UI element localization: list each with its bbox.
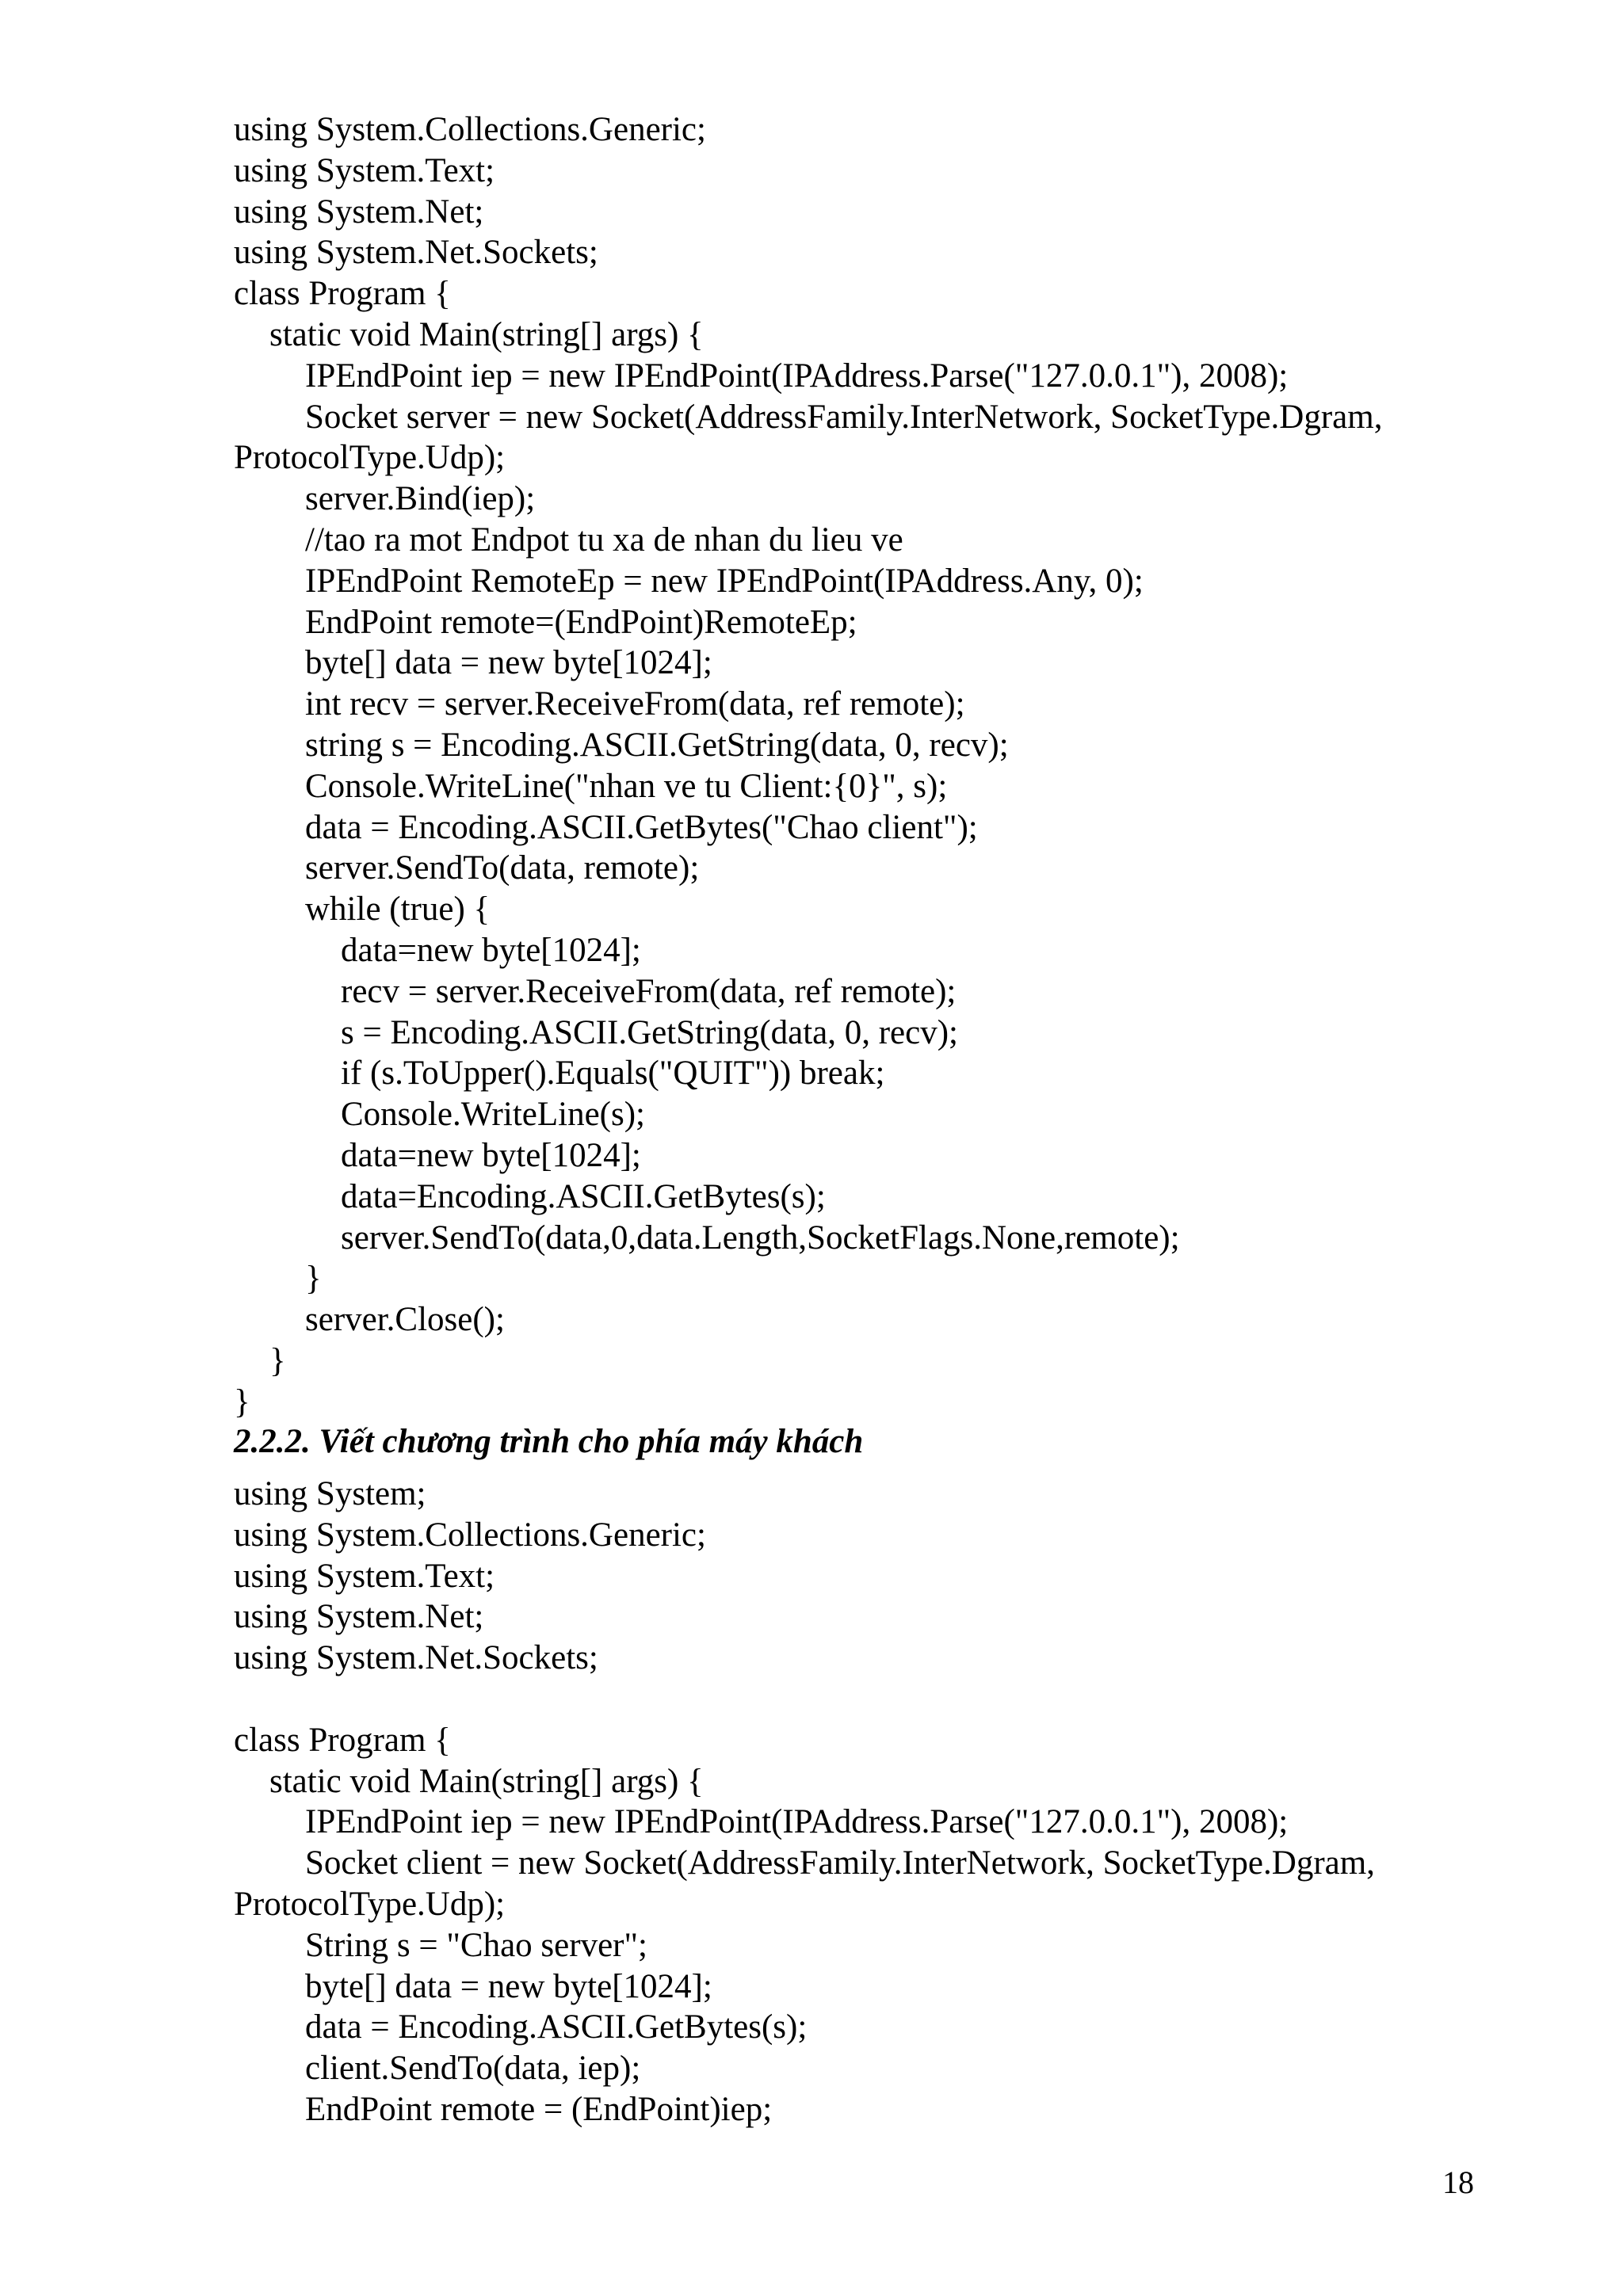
code-line: data = Encoding.ASCII.GetBytes("Chao client"); [305, 808, 978, 846]
code-line: static void Main(string[] args) { [269, 315, 704, 353]
code-line: IPEndPoint iep = new IPEndPoint(IPAddress.Parse("127.0.0.1"), 2008); [305, 1803, 1289, 1841]
code-line: while (true) { [305, 891, 491, 929]
code-line: string s = Encoding.ASCII.GetString(data, 0, recv); [305, 726, 1009, 764]
code-line: using System.Collections.Generic; [234, 111, 706, 148]
code-line: String s = "Chao server"; [305, 1926, 647, 1964]
client-code-block [234, 1474, 1518, 2130]
code-line: class Program { [234, 275, 451, 313]
code-line: byte[] data = new byte[1024]; [305, 1967, 712, 2005]
code-line: IPEndPoint RemoteEp = new IPEndPoint(IPAddress.Any, 0); [305, 562, 1144, 600]
code-line: if (s.ToUpper().Equals("QUIT")) break; [341, 1055, 885, 1093]
code-line: } [305, 1260, 322, 1298]
code-line: using System.Net; [234, 1598, 484, 1636]
code-line: //tao ra mot Endpot tu xa de nhan du lieu ve [305, 521, 903, 559]
page-number: 18 [1442, 2164, 1474, 2200]
code-line: byte[] data = new byte[1024]; [305, 644, 712, 682]
code-line: server.Close(); [305, 1301, 505, 1339]
code-line: recv = server.ReceiveFrom(data, ref remote); [341, 972, 957, 1010]
code-line: using System.Net.Sockets; [234, 234, 598, 272]
code-line: data=Encoding.ASCII.GetBytes(s); [341, 1177, 826, 1215]
code-line: using System.Collections.Generic; [234, 1516, 706, 1554]
code-line: server.SendTo(data,0,data.Length,SocketFlags.None,remote); [341, 1219, 1180, 1257]
code-line: data=new byte[1024]; [341, 1136, 641, 1174]
code-line: Socket client = new Socket(AddressFamily.InterNetwork, SocketType.Dgram, [305, 1844, 1375, 1882]
code-line: using System.Text; [234, 151, 495, 189]
code-line [234, 1679, 1518, 1720]
code-line: class Program { [234, 1721, 451, 1759]
code-line: client.SendTo(data, iep); [305, 2050, 641, 2088]
code-line: using System.Text; [234, 1557, 495, 1595]
code-line: EndPoint remote = (EndPoint)iep; [305, 2090, 773, 2128]
code-line: server.Bind(iep); [305, 480, 536, 518]
code-line: Console.WriteLine("nhan ve tu Client:{0}", s); [305, 767, 948, 805]
code-line: IPEndPoint iep = new IPEndPoint(IPAddress.Parse("127.0.0.1"), 2008); [305, 357, 1289, 395]
code-line: EndPoint remote=(EndPoint)RemoteEp; [305, 603, 857, 641]
code-line: int recv = server.ReceiveFrom(data, ref remote); [305, 685, 965, 723]
code-line: ProtocolType.Udp); [234, 1885, 506, 1923]
code-line: static void Main(string[] args) { [269, 1762, 704, 1800]
server-code-block [234, 109, 1518, 1423]
code-line: Console.WriteLine(s); [341, 1096, 645, 1134]
code-line: using System; [234, 1475, 426, 1512]
code-line: data = Encoding.ASCII.GetBytes(s); [305, 2008, 808, 2046]
code-line: using System.Net.Sockets; [234, 1639, 598, 1677]
code-line: } [234, 1383, 250, 1421]
code-line: ProtocolType.Udp); [234, 439, 506, 477]
code-line: } [269, 1341, 286, 1379]
code-line: s = Encoding.ASCII.GetString(data, 0, recv); [341, 1013, 958, 1051]
section-heading: 2.2.2. Viết chương trình cho phía máy khách [234, 1423, 864, 1460]
code-line: Socket server = new Socket(AddressFamily.InterNetwork, SocketType.Dgram, [305, 398, 1383, 436]
code-line: server.SendTo(data, remote); [305, 849, 700, 887]
code-line: using System.Net; [234, 193, 484, 231]
code-line: data=new byte[1024]; [341, 931, 641, 969]
